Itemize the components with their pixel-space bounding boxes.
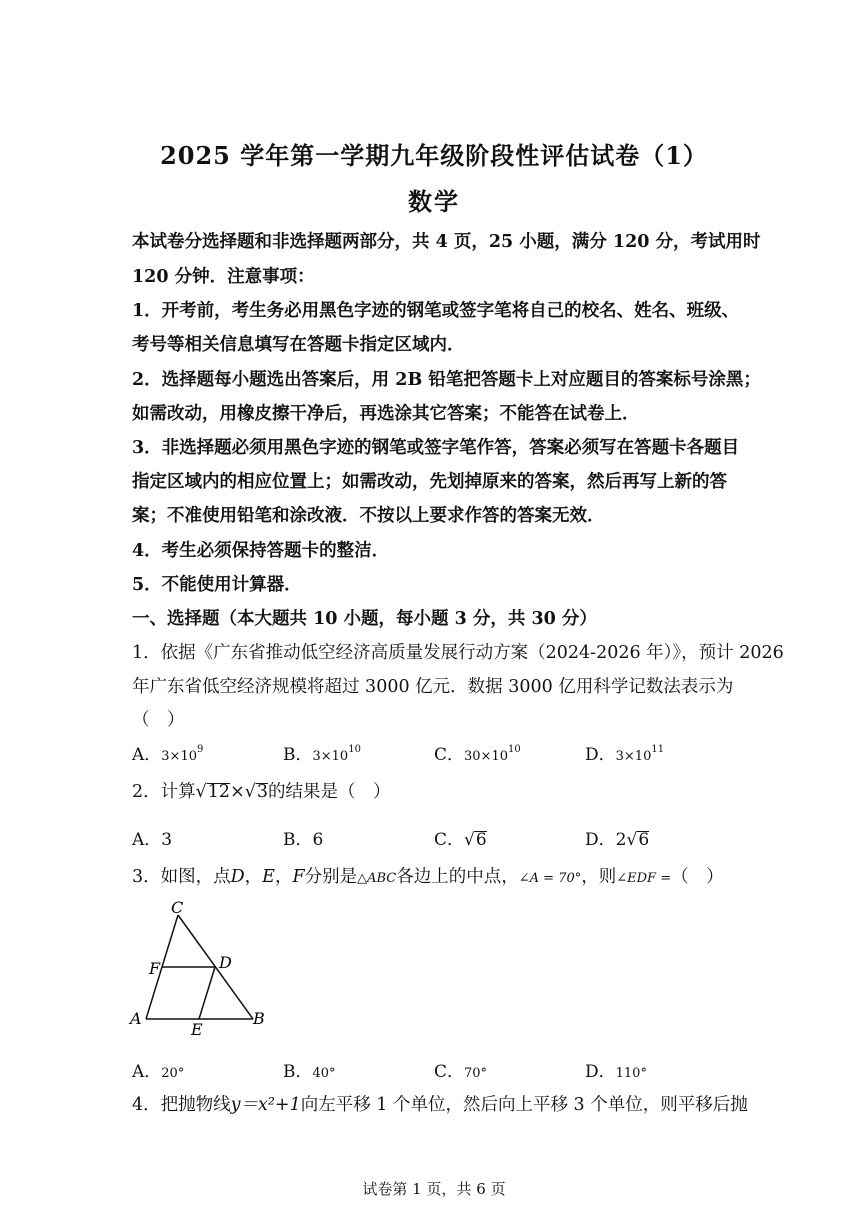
note-line: 1．开考前，考生务必用黑色字迹的钢笔或签字笔将自己的校名、姓名、班级、	[132, 301, 740, 321]
q2-stem: 2．计算√12×√3的结果是（ ）	[132, 782, 391, 802]
section-heading: 一、选择题（本大题共 10 小题，每小题 3 分，共 30 分）	[132, 609, 597, 629]
label-e: E	[191, 1020, 203, 1039]
subject-title: 数学	[408, 187, 460, 216]
intro-line-1: 本试卷分选择题和非选择题两部分，共 4 页，25 小题，满分 120 分，考试用时	[132, 232, 761, 252]
q1-bracket: （ ）	[132, 710, 185, 730]
note-line: 指定区域内的相应位置上；如需改动，先划掉原来的答案，然后再写上新的答	[132, 472, 727, 492]
q3-option-c[interactable]: C．70°	[434, 1062, 488, 1082]
sqrt-icon: √	[464, 830, 475, 850]
q3-option-a[interactable]: A．20°	[132, 1062, 185, 1082]
label-d: D	[219, 953, 232, 972]
q3-option-d[interactable]: D．110°	[585, 1062, 647, 1082]
note-line: 案；不准使用铅笔和涂改液．不按以上要求作答的答案无效．	[132, 506, 605, 526]
note-line: 考号等相关信息填写在答题卡指定区域内．	[132, 335, 465, 355]
q1-option-d[interactable]: D．$3\times 10^{11}$	[585, 744, 665, 765]
q1-line-1: 1．依据《广东省推动低空经济高质量发展行动方案（2024-2026 年）》，预计 2026	[132, 643, 784, 663]
note-line: 4．考生必须保持答题卡的整洁．	[132, 541, 390, 561]
exam-title: 2025 学年第一学期九年级阶段性评估试卷（1）	[160, 141, 708, 170]
note-line: 5．不能使用计算器．	[132, 575, 302, 595]
q1-option-b[interactable]: B．$3\times 10^{10}$	[283, 744, 361, 765]
q1-option-a[interactable]: A．$3\times 10^9$	[132, 744, 204, 765]
note-line: 2．选择题每小题选出答案后，用 2B 铅笔把答题卡上对应题目的答案标号涂黑；	[132, 370, 761, 390]
q3-stem: 3．如图，点D，E，F分别是△ABC各边上的中点，∠A = 70°，则∠EDF =（ ）	[132, 867, 724, 887]
q2-option-c[interactable]: C．√6	[434, 830, 487, 850]
sqrt-icon: √	[195, 782, 207, 802]
q3-option-b[interactable]: B．40°	[283, 1062, 336, 1082]
q2-option-a[interactable]: A．3	[132, 830, 173, 850]
label-b: B	[253, 1009, 265, 1028]
label-c: C	[171, 898, 184, 917]
intro-line-2: 120 分钟．注意事项：	[132, 267, 315, 287]
q1-line-2: 年广东省低空经济规模将超过 3000 亿元．数据 3000 亿用科学记数法表示为	[132, 677, 734, 697]
note-line: 如需改动，用橡皮擦干净后，再选涂其它答案；不能答在试卷上．	[132, 404, 640, 424]
page-footer: 试卷第 1 页，共 6 页	[362, 1180, 506, 1198]
q4-stem: 4．把抛物线y＝x²+1向左平移 1 个单位，然后向上平移 3 个单位，则平移后抛	[132, 1095, 748, 1115]
q1-option-c[interactable]: C．$30\times 10^{10}$	[434, 744, 521, 765]
q2-option-d[interactable]: D．2√6	[585, 830, 650, 850]
sqrt-icon: √	[244, 782, 256, 802]
q2-option-b[interactable]: B．6	[283, 830, 324, 850]
triangle-figure	[125, 895, 285, 1040]
note-line: 3．非选择题必须用黑色字迹的钢笔或签字笔作答，答案必须写在答题卡各题目	[132, 438, 740, 458]
label-f: F	[149, 959, 161, 978]
segment-ed	[199, 967, 215, 1019]
label-a: A	[130, 1009, 142, 1028]
sqrt-icon: √	[626, 830, 638, 850]
